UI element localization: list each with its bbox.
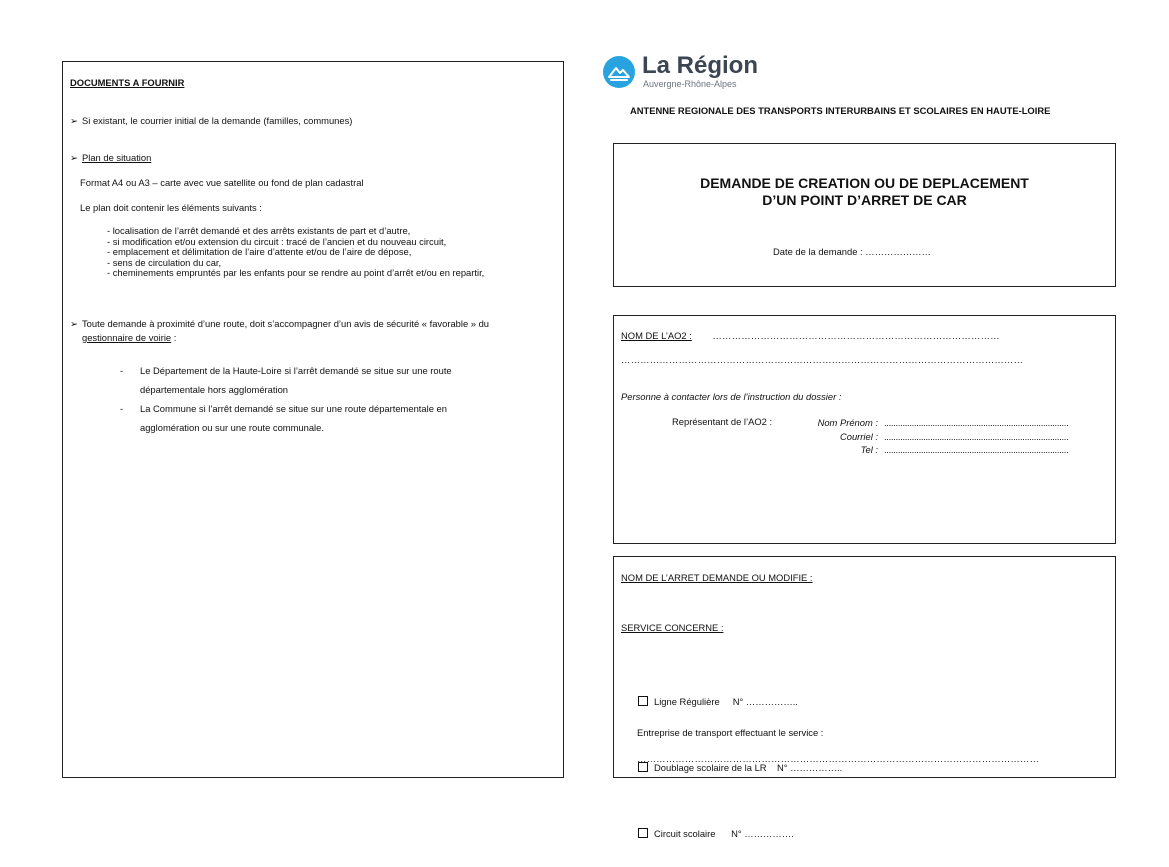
ao2-line bbox=[621, 330, 1000, 341]
checkbox-icon[interactable] bbox=[638, 696, 648, 706]
date-field[interactable]: Date de la demande : ………………… bbox=[773, 246, 931, 257]
service-label: SERVICE CONCERNE : bbox=[621, 622, 724, 633]
list-item: - sens de circulation du car, bbox=[107, 256, 222, 268]
list-item: - si modification et/ou extension du circuit : tracé de l’ancien et du nouveau circuit, bbox=[107, 235, 447, 247]
antenne-header: ANTENNE REGIONALE DES TRANSPORTS INTERURBAINS ET SCOLAIRES EN HAUTE-LOIRE bbox=[630, 105, 1051, 116]
region-logo-icon bbox=[603, 56, 635, 88]
service-option-circuit[interactable]: Circuit scolaire N° ……………. bbox=[638, 823, 842, 845]
arrow-bullet-icon: ➢ bbox=[70, 115, 78, 126]
list-item: - localisation de l’arrêt demandé et des arrêts existants de part et d’autre, bbox=[107, 225, 411, 236]
gestionnaire-link-text: gestionnaire de voirie bbox=[82, 332, 172, 343]
ao2-input-line2[interactable]: ……………………………………………………………………………………………………………… bbox=[621, 354, 1024, 365]
ao2-input[interactable]: ……………………………………………………………………………… bbox=[712, 330, 1000, 341]
contact-field-inputs bbox=[884, 416, 1068, 457]
logo-subtitle: Auvergne-Rhône-Alpes bbox=[643, 79, 737, 89]
entreprise-label: Entreprise de transport effectuant le service : bbox=[637, 727, 824, 738]
logo-name: La Région bbox=[642, 52, 759, 79]
list-item: - cheminements empruntés par les enfants pour se rendre au point d’arrêt et/ou en repartir, bbox=[107, 267, 485, 278]
contact-field-labels bbox=[790, 416, 878, 457]
arrow-bullet-icon: ➢ bbox=[70, 318, 78, 329]
arrow-bullet-icon: ➢ bbox=[70, 152, 78, 163]
tel-input[interactable]: ................................................................................ bbox=[884, 444, 1069, 455]
list-item: ➢ Plan de situation bbox=[70, 152, 152, 163]
service-option-doublage[interactable]: Doublage scolaire de la LR N° …………….. bbox=[638, 757, 842, 779]
plan-intro: Le plan doit contenir les éléments suivants : bbox=[80, 202, 262, 213]
representative-label: Représentant de l’AO2 : bbox=[672, 416, 773, 427]
sub-item-departement: - Le Département de la Haute-Loire si l’arrêt demandé se situe sur une route départementale hors agglomération - La Commune si l’arrêt demandé se situe sur une route départementale en agglomération ou sur une route communale. bbox=[120, 365, 452, 433]
list-item: ➢ Toute demande à proximité d’une route, doit s’accompagner d’un avis de sécurité « favorable » du bbox=[70, 318, 490, 329]
tel-label: Tel : bbox=[860, 444, 878, 455]
plan-elements bbox=[107, 226, 484, 279]
nom-prenom-input[interactable]: ................................................................................ bbox=[884, 417, 1069, 428]
arret-label: NOM DE L’ARRET DEMANDE OU MODIFIE : bbox=[621, 572, 813, 583]
checkbox-icon[interactable] bbox=[638, 828, 648, 838]
courriel-label: Courriel : bbox=[839, 430, 878, 442]
list-item: - emplacement et délimitation de l’aire d’attente et/ou de l’aire de dépose, bbox=[107, 246, 412, 257]
documents-heading: DOCUMENTS A FOURNIR bbox=[70, 77, 185, 88]
region-logo bbox=[603, 52, 763, 91]
title-box bbox=[613, 143, 1116, 287]
form-title: DEMANDE DE CREATION OU DE DEPLACEMENT D’UN POINT D’ARRET DE CAR bbox=[700, 175, 1029, 208]
entreprise-input[interactable]: ……………………………………………………………………………………………………………… bbox=[637, 753, 1040, 764]
format-line: Format A4 ou A3 – carte avec vue satellite ou fond de plan cadastral bbox=[80, 177, 364, 188]
ao2-label: NOM DE L’AO2 : bbox=[621, 330, 692, 341]
contact-label: Personne à contacter lors de l’instruction du dossier : bbox=[621, 391, 842, 402]
courriel-input[interactable]: ................................................................................ bbox=[884, 430, 1069, 442]
nom-prenom-label: Nom Prénom : bbox=[817, 417, 878, 428]
voirie-line: gestionnaire de voirie : bbox=[82, 332, 177, 343]
service-option-ligne[interactable]: Ligne Régulière N° …………….. bbox=[638, 691, 842, 713]
list-item: ➢ Si existant, le courrier initial de la demande (familles, communes) bbox=[70, 115, 353, 126]
